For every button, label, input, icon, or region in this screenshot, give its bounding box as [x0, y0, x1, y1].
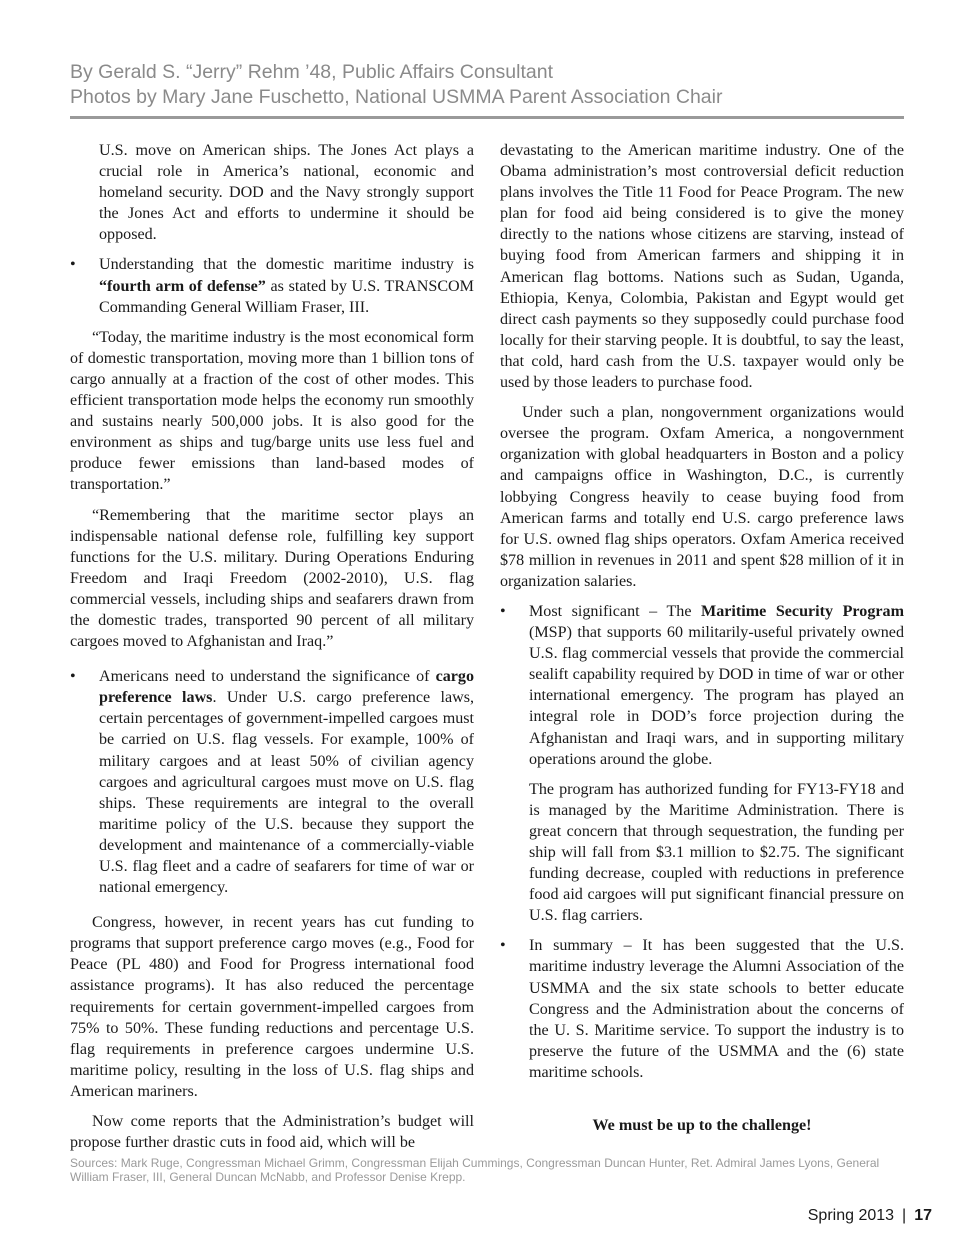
bullet-marker: •	[500, 937, 506, 955]
bullet-emphasis: Maritime Security Program	[701, 602, 904, 620]
paragraph: devastating to the American maritime industry. One of the Obama administration’s most controversial deficit reduction plans involves the Title 11 Food for Peace Program. The new plan for food aid being considered is to give the money directly to the nations whose citizens are starving, instead of buying food from American farmers and shipping it in American flag bottoms. Nations such as Sudan, Uganda, Ethiopia, Kenya, Colombia, Pakistan and Egypt would get direct cash payments so they supposedly could purchase food locally for their starving people. It is doubtful, to say the least, that cold, hard cash from the U.S. taxpayer would only be used by those leaders to purchase food.	[500, 142, 904, 392]
bullet-text: . Under U.S. cargo preference laws, certain percentages of government-impelled cargoes must be carried on U.S. flag vessels. For example, 100% of military cargoes and at least 50% of civilian agency cargoes and agricultural cargoes must move on U.S. flag ships. These requirements are integral to the overall maritime policy of the U.S. because they support the development and maintenance of a commercially-viable U.S. flag fleet and a cadre of seafarers for time of war or national emergency.	[99, 689, 474, 897]
bullet-text: (MSP) that supports 60 militarily-useful privately owned U.S. flag commercial vessels that provide the commercial sealift capability required by DOD in time of war or other international emergency. The program has played an integral role in DOD’s force projection during the Afghanistan and Iraqi wars, and in supporting military operations around the globe.	[529, 624, 904, 768]
issue-label: Spring 2013	[807, 1207, 895, 1224]
bullet-item	[70, 254, 474, 317]
paragraph: Congress, however, in recent years has cut funding to programs that support preference cargo moves (e.g., Food for Peace (PL 480) and Food for Progress international food assistance programs). It has also reduced the percentage requirements for certain government-impelled cargoes from 75% to 50%. These funding reductions and percentage U.S. flag requirements in preference cargoes undermine U.S. maritime policy, resulting in the loss of U.S. flag ships and American mariners.	[70, 914, 474, 1100]
header-divider	[70, 116, 904, 119]
folio-separator: |	[902, 1207, 907, 1224]
page-folio	[808, 1207, 932, 1225]
bullet-text: Americans need to understand the significance of	[99, 668, 436, 686]
paragraph: U.S. move on American ships. The Jones Act plays a crucial role in America’s national, economic and homeland security. DOD and the Navy strongly support the Jones Act and efforts to undermine it should be opposed.	[99, 142, 474, 244]
left-column	[70, 140, 474, 1162]
paragraph: Under such a plan, nongovernment organizations would oversee the program. Oxfam America, a nongovernment organization with global headquarters in Boston and a policy and campaigns office in Washington, D.C., is currently lobbying Congress heavily to cease buying food from American farms and totally end U.S. cargo preference laws for U.S. owned flag ships operators. Oxfam America received $78 million in revenues in 2011 and spent $28 million of it in organization salaries.	[500, 404, 904, 590]
bullet-emphasis: cargo preference laws	[99, 668, 474, 707]
bullet-emphasis: “fourth arm of defense”	[99, 277, 266, 295]
closing-statement: We must be up to the challenge!	[592, 1117, 812, 1134]
right-column	[500, 140, 904, 1092]
paragraph: “Today, the maritime industry is the most economical form of domestic transportation, moving more than 1 billion tons of cargo annually at a fraction of the cost of other modes. This efficient transportation mode helps the economy run smoothly and sustains nearly 500,000 jobs. It is also good for the environment as ships and tug/barge units use less fuel and produce fewer emissions than land-based modes of transportation.”	[70, 328, 474, 494]
article-credits	[70, 60, 910, 110]
paragraph: The program has authorized funding for FY13-FY18 and is managed by the Maritime Administration. There is great concern that through sequestration, the funding per ship will fall from $3.1 million to $2.75. The significant funding decrease, coupled with reductions in preference food aid cargoes will put significant financial pressure on U.S. flag carriers.	[529, 780, 904, 925]
photo-credit: Photos by Mary Jane Fuschetto, National USMMA Parent Association Chair	[70, 86, 723, 108]
page-number: 17	[914, 1207, 932, 1224]
author-byline: By Gerald S. “Jerry” Rehm ’48, Public Affairs Consultant	[70, 61, 553, 83]
sources-note: Sources: Mark Ruge, Congressman Michael Grimm, Congressman Elijah Cummings, Congressman Duncan Hunter, Ret. Admiral James Lyons, General William Fraser, III, General Duncan McNabb, and Professor Denise Krepp.	[70, 1156, 880, 1184]
bullet-text: In summary – It has been suggested that the U.S. maritime industry leverage the Alumni Association of the USMMA and the six state schools to better educate Congress and the Administration about the concerns of the U. S. Maritime service. To support the industry is to preserve the future of the USMMA and the (6) state maritime schools.	[529, 937, 904, 1081]
bullet-item	[500, 601, 904, 770]
bullet-item	[70, 666, 474, 898]
bullet-item	[500, 935, 904, 1083]
paragraph: “Remembering that the maritime sector plays an indispensable national defense role, fulfilling key support functions for the U.S. military. During Operations Enduring Freedom and Iraqi Freedom (2002-2010), U.S. flag commercial vessels, including ships and seafarers drawn from the domestic trades, transported 90 percent of all military cargoes moved to Afghanistan and Iraq.”	[70, 506, 474, 651]
bullet-marker: •	[70, 668, 76, 686]
bullet-text: as stated by U.S. TRANSCOM Commanding General William Fraser, III.	[99, 277, 474, 316]
bullet-text: Understanding that the domestic maritime industry is	[99, 256, 474, 274]
bullet-text: Most significant – The	[529, 602, 702, 620]
bullet-marker: •	[500, 602, 506, 620]
bullet-marker: •	[70, 256, 76, 274]
paragraph: Now come reports that the Administration’s budget will propose further drastic cuts in food aid, which will be	[70, 1113, 474, 1152]
